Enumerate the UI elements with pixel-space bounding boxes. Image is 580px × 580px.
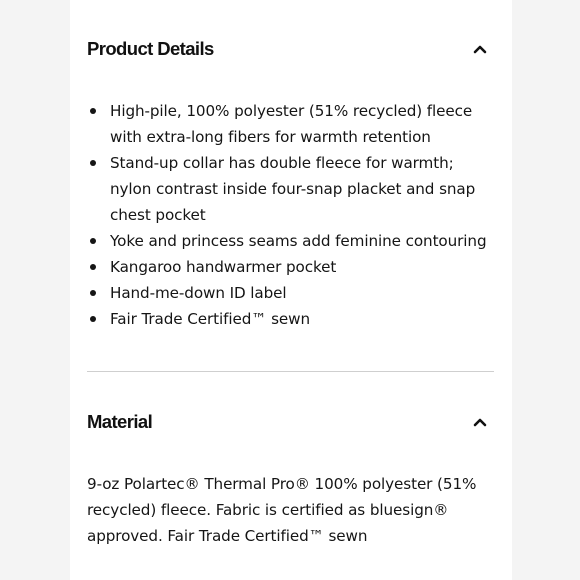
list-item-text: Fair Trade Certified™ sewn bbox=[110, 310, 310, 328]
product-details-title: Product Details bbox=[87, 38, 214, 59]
bullet-icon bbox=[90, 108, 96, 114]
list-item bbox=[87, 150, 494, 228]
list-item bbox=[87, 228, 494, 254]
chevron-up-icon[interactable] bbox=[473, 417, 487, 427]
product-details-section bbox=[87, 37, 494, 61]
list-item-text: Yoke and princess seams add feminine contouring bbox=[110, 232, 487, 250]
list-item-text: Stand-up collar has double fleece for warmth; nylon contrast inside four-snap placket and snap chest pocket bbox=[110, 154, 476, 224]
product-details-list bbox=[87, 98, 494, 332]
bullet-icon bbox=[90, 290, 96, 296]
list-item-text: Hand-me-down ID label bbox=[110, 284, 287, 302]
material-section bbox=[87, 410, 494, 434]
bullet-icon bbox=[90, 160, 96, 166]
material-header[interactable] bbox=[87, 410, 494, 434]
list-item bbox=[87, 306, 494, 332]
list-item-text: Kangaroo handwarmer pocket bbox=[110, 258, 337, 276]
chevron-up-icon[interactable] bbox=[473, 44, 487, 54]
material-title: Material bbox=[87, 411, 153, 432]
list-item-text: High-pile, 100% polyester (51% recycled) fleece with extra-long fibers for warmth retention bbox=[110, 102, 473, 146]
material-description: 9-oz Polartec® Thermal Pro® 100% polyester (51% recycled) fleece. Fabric is certified as bluesign® approved. Fair Trade Certified™ sewn bbox=[87, 475, 477, 545]
section-divider bbox=[87, 371, 494, 372]
list-item bbox=[87, 280, 494, 306]
product-details-header[interactable] bbox=[87, 37, 494, 61]
bullet-icon bbox=[90, 316, 96, 322]
list-item bbox=[87, 98, 494, 150]
bullet-icon bbox=[90, 238, 96, 244]
bullet-icon bbox=[90, 264, 96, 270]
list-item bbox=[87, 254, 494, 280]
